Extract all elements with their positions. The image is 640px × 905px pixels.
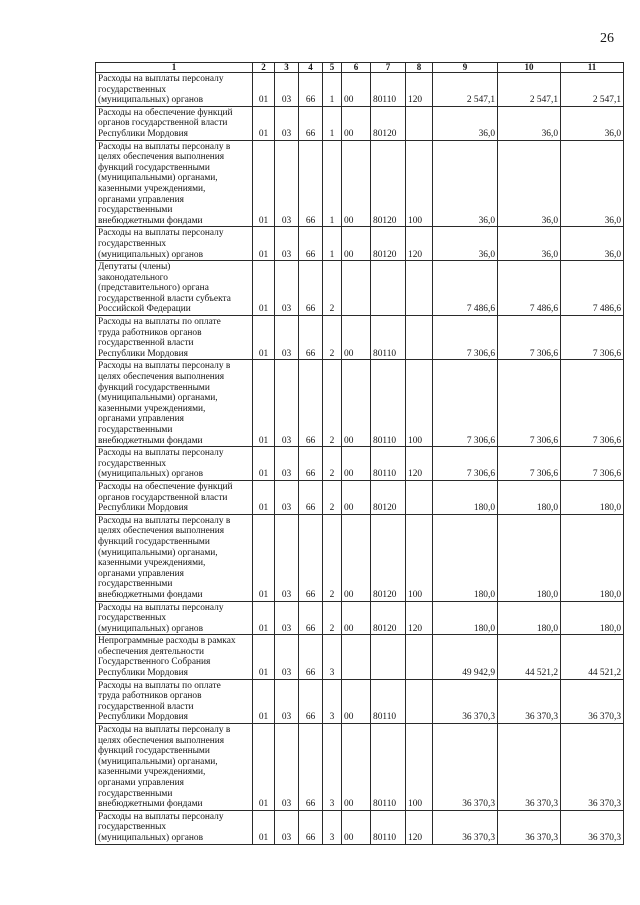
table-row <box>96 316 624 360</box>
amount-cell-col-11: 7 486,6 <box>561 261 624 316</box>
amount-cell-col-10: 180,0 <box>498 480 561 514</box>
program-code-cell: 66 <box>299 140 323 227</box>
expense-direction-code-cell: 80110 <box>371 724 406 811</box>
description-line: Республики Мордовия <box>98 128 188 139</box>
subsection-code-cell: 03 <box>275 514 299 601</box>
page-number: 26 <box>600 31 614 46</box>
amount-cell-col-9: 7 306,6 <box>433 360 498 447</box>
description-line: государственной власти субъекта <box>98 293 231 304</box>
expense-type-code-cell: 100 <box>406 724 433 811</box>
subsection-code-cell: 03 <box>275 679 299 723</box>
section-code-cell: 01 <box>253 316 275 360</box>
subsection-code-cell: 03 <box>275 261 299 316</box>
subprogram-code-cell: 2 <box>323 480 342 514</box>
subsection-code-cell: 03 <box>275 360 299 447</box>
table-body <box>96 73 624 845</box>
table-row <box>96 514 624 601</box>
description-line: органами управления <box>98 414 184 425</box>
program-code-cell: 66 <box>299 514 323 601</box>
table-row <box>96 140 624 227</box>
description-line: Расходы на выплаты персоналу <box>98 74 224 84</box>
description-line: Непрограммные расходы в рамках <box>98 636 236 647</box>
subprogram-code-cell: 3 <box>323 810 342 844</box>
description-line: Российской Федерации <box>98 304 191 315</box>
expense-type-code-cell: 120 <box>406 227 433 261</box>
expense-type-code-cell: 120 <box>406 73 433 107</box>
description-line: (муниципальных) органов <box>98 623 204 634</box>
section-code-cell: 01 <box>253 635 275 679</box>
subsection-code-cell: 03 <box>275 480 299 514</box>
description-line: целях обеспечения выполнения <box>98 526 225 537</box>
expense-direction-code-cell: 80110 <box>371 679 406 723</box>
section-code-cell: 01 <box>253 360 275 447</box>
event-code-cell <box>342 635 371 679</box>
subprogram-code-cell: 3 <box>323 635 342 679</box>
amount-cell-col-9: 180,0 <box>433 514 498 601</box>
amount-cell-col-11: 180,0 <box>561 514 624 601</box>
amount-cell-col-11: 2 547,1 <box>561 73 624 107</box>
description-line: органами управления <box>98 778 184 788</box>
program-code-cell: 66 <box>299 261 323 316</box>
description-line: функций государственными <box>98 536 210 547</box>
description-line: (муниципальными) органами, <box>98 173 218 184</box>
description-line: государственных <box>98 458 167 469</box>
amount-cell-col-11: 36,0 <box>561 106 624 140</box>
subprogram-code-cell: 2 <box>323 447 342 481</box>
description-line: органов государственной власти <box>98 118 228 129</box>
subprogram-code-cell: 2 <box>323 316 342 360</box>
amount-cell-col-9: 7 306,6 <box>433 316 498 360</box>
description-line: (муниципальных) органов <box>98 469 204 480</box>
table-row <box>96 810 624 844</box>
description-line: внебюджетными фондами <box>98 435 203 446</box>
description-line: государственными <box>98 579 173 590</box>
table-row <box>96 106 624 140</box>
description-line: Расходы на выплаты персоналу <box>98 811 224 822</box>
header-cell-col-8: 8 <box>406 63 433 73</box>
amount-cell-col-9: 36,0 <box>433 227 498 261</box>
amount-cell-col-11: 7 306,6 <box>561 316 624 360</box>
expense-type-code-cell: 120 <box>406 601 433 635</box>
description-line: функций государственными <box>98 162 210 173</box>
program-code-cell: 66 <box>299 73 323 107</box>
table-row <box>96 724 624 811</box>
expense-direction-code-cell: 80120 <box>371 514 406 601</box>
event-code-cell <box>342 261 371 316</box>
description-line: обеспечения деятельности <box>98 646 205 657</box>
header-cell-col-1: 1 <box>96 63 253 73</box>
amount-cell-col-9: 36 370,3 <box>433 810 498 844</box>
section-code-cell: 01 <box>253 480 275 514</box>
description-cell <box>96 447 253 481</box>
program-code-cell: 66 <box>299 724 323 811</box>
description-line: (представительного) органа <box>98 283 209 294</box>
description-line: целях обеспечения выполнения <box>98 152 225 163</box>
description-cell <box>96 724 253 811</box>
description-cell <box>96 810 253 844</box>
header-cell-col-6: 6 <box>342 63 371 73</box>
description-line: Государственного Собрания <box>98 657 211 668</box>
description-line: органами управления <box>98 194 184 205</box>
description-line: труда работников органов <box>98 327 202 338</box>
expense-type-code-cell: 120 <box>406 810 433 844</box>
subsection-code-cell: 03 <box>275 106 299 140</box>
amount-cell-col-11: 44 521,2 <box>561 635 624 679</box>
description-line: государственными <box>98 205 173 216</box>
description-line: казенными учреждениями, <box>98 183 206 194</box>
description-line: Расходы на выплаты персоналу в <box>98 361 231 372</box>
table-row <box>96 227 624 261</box>
description-line: внебюджетными фондами <box>98 799 203 810</box>
description-line: государственными <box>98 788 173 799</box>
description-cell <box>96 480 253 514</box>
description-line: (муниципальными) органами, <box>98 393 218 404</box>
table-row <box>96 601 624 635</box>
description-line: внебюджетными фондами <box>98 589 203 600</box>
amount-cell-col-11: 36,0 <box>561 227 624 261</box>
amount-cell-col-9: 2 547,1 <box>433 73 498 107</box>
subsection-code-cell: 03 <box>275 227 299 261</box>
amount-cell-col-9: 7 486,6 <box>433 261 498 316</box>
amount-cell-col-10: 7 306,6 <box>498 447 561 481</box>
table-row <box>96 360 624 447</box>
table-row <box>96 635 624 679</box>
amount-cell-col-10: 36 370,3 <box>498 679 561 723</box>
expense-type-code-cell: 100 <box>406 140 433 227</box>
section-code-cell: 01 <box>253 106 275 140</box>
table-row <box>96 73 624 107</box>
section-code-cell: 01 <box>253 810 275 844</box>
description-cell <box>96 140 253 227</box>
description-line: функций государственными <box>98 382 210 393</box>
description-line: целях обеспечения выполнения <box>98 372 225 383</box>
expense-direction-code-cell: 80110 <box>371 316 406 360</box>
expense-direction-code-cell: 80120 <box>371 601 406 635</box>
amount-cell-col-9: 180,0 <box>433 480 498 514</box>
subprogram-code-cell: 1 <box>323 140 342 227</box>
description-line: органами управления <box>98 568 184 579</box>
description-line: Расходы на обеспечение функций <box>98 107 233 118</box>
amount-cell-col-10: 36,0 <box>498 227 561 261</box>
description-line: (муниципальных) органов <box>98 249 204 260</box>
subprogram-code-cell: 1 <box>323 227 342 261</box>
section-code-cell: 01 <box>253 514 275 601</box>
amount-cell-col-11: 7 306,6 <box>561 447 624 481</box>
description-line: казенными учреждениями, <box>98 767 206 778</box>
subprogram-code-cell: 3 <box>323 679 342 723</box>
amount-cell-col-10: 7 306,6 <box>498 316 561 360</box>
amount-cell-col-11: 180,0 <box>561 480 624 514</box>
description-cell <box>96 360 253 447</box>
subprogram-code-cell: 3 <box>323 724 342 811</box>
amount-cell-col-10: 180,0 <box>498 601 561 635</box>
subsection-code-cell: 03 <box>275 635 299 679</box>
program-code-cell: 66 <box>299 106 323 140</box>
amount-cell-col-9: 49 942,9 <box>433 635 498 679</box>
description-line: казенными учреждениями, <box>98 558 206 569</box>
amount-cell-col-10: 36 370,3 <box>498 810 561 844</box>
table-row <box>96 261 624 316</box>
subprogram-code-cell: 2 <box>323 261 342 316</box>
description-line: Расходы на выплаты персоналу <box>98 448 224 459</box>
description-line: Расходы на выплаты персоналу в <box>98 141 231 152</box>
description-line: Расходы на выплаты персоналу в <box>98 725 231 736</box>
amount-cell-col-10: 36,0 <box>498 106 561 140</box>
description-cell <box>96 601 253 635</box>
header-cell-col-2: 2 <box>253 63 275 73</box>
amount-cell-col-10: 36 370,3 <box>498 724 561 811</box>
subprogram-code-cell: 2 <box>323 514 342 601</box>
description-line: Республики Мордовия <box>98 503 188 514</box>
program-code-cell: 66 <box>299 360 323 447</box>
amount-cell-col-9: 36,0 <box>433 106 498 140</box>
budget-table <box>95 62 624 845</box>
header-cell-col-7: 7 <box>371 63 406 73</box>
amount-cell-col-10: 36,0 <box>498 140 561 227</box>
description-cell <box>96 227 253 261</box>
event-code-cell: 00 <box>342 514 371 601</box>
description-line: (муниципальными) органами, <box>98 547 218 558</box>
description-line: органов государственной власти <box>98 492 228 503</box>
header-cell-col-5: 5 <box>323 63 342 73</box>
description-line: казенными учреждениями, <box>98 403 206 414</box>
program-code-cell: 66 <box>299 810 323 844</box>
section-code-cell: 01 <box>253 227 275 261</box>
subsection-code-cell: 03 <box>275 316 299 360</box>
description-cell <box>96 635 253 679</box>
description-line: Расходы на обеспечение функций <box>98 481 233 492</box>
subprogram-code-cell: 1 <box>323 73 342 107</box>
amount-cell-col-11: 7 306,6 <box>561 360 624 447</box>
expense-type-code-cell <box>406 679 433 723</box>
description-line: Расходы на выплаты персоналу <box>98 228 224 239</box>
program-code-cell: 66 <box>299 447 323 481</box>
description-cell <box>96 316 253 360</box>
header-cell-col-3: 3 <box>275 63 299 73</box>
expense-direction-code-cell: 80120 <box>371 106 406 140</box>
amount-cell-col-9: 36 370,3 <box>433 679 498 723</box>
event-code-cell: 00 <box>342 73 371 107</box>
description-line: Расходы на выплаты персоналу <box>98 602 224 613</box>
expense-direction-code-cell <box>371 635 406 679</box>
expense-type-code-cell: 100 <box>406 514 433 601</box>
program-code-cell: 66 <box>299 316 323 360</box>
amount-cell-col-11: 36 370,3 <box>561 810 624 844</box>
description-line: государственных <box>98 84 167 95</box>
program-code-cell: 66 <box>299 227 323 261</box>
table-row <box>96 679 624 723</box>
description-line: государственной власти <box>98 701 194 712</box>
description-line: внебюджетными фондами <box>98 215 203 226</box>
description-line: государственных <box>98 613 167 624</box>
description-line: государственными <box>98 425 173 435</box>
event-code-cell: 00 <box>342 140 371 227</box>
expense-direction-code-cell: 80110 <box>371 810 406 844</box>
amount-cell-col-11: 36 370,3 <box>561 679 624 723</box>
section-code-cell: 01 <box>253 601 275 635</box>
amount-cell-col-10: 44 521,2 <box>498 635 561 679</box>
expense-type-code-cell: 120 <box>406 447 433 481</box>
description-line: Расходы на выплаты по оплате <box>98 317 221 328</box>
subsection-code-cell: 03 <box>275 140 299 227</box>
header-cell-col-9: 9 <box>433 63 498 73</box>
description-cell <box>96 679 253 723</box>
header-cell-col-10: 10 <box>498 63 561 73</box>
section-code-cell: 01 <box>253 73 275 107</box>
description-line: Республики Мордовия <box>98 668 188 679</box>
expense-type-code-cell <box>406 106 433 140</box>
event-code-cell: 00 <box>342 106 371 140</box>
amount-cell-col-11: 36,0 <box>561 140 624 227</box>
amount-cell-col-10: 2 547,1 <box>498 73 561 107</box>
description-cell <box>96 514 253 601</box>
expense-type-code-cell <box>406 316 433 360</box>
description-line: (муниципальных) органов <box>98 832 204 843</box>
amount-cell-col-10: 7 306,6 <box>498 360 561 447</box>
expense-direction-code-cell: 80120 <box>371 480 406 514</box>
event-code-cell: 00 <box>342 447 371 481</box>
expense-direction-code-cell: 80110 <box>371 447 406 481</box>
description-line: Расходы на выплаты персоналу в <box>98 515 231 526</box>
expense-type-code-cell <box>406 261 433 316</box>
expense-direction-code-cell: 80120 <box>371 140 406 227</box>
program-code-cell: 66 <box>299 480 323 514</box>
description-line: (муниципальных) органов <box>98 95 204 106</box>
section-code-cell: 01 <box>253 679 275 723</box>
subprogram-code-cell: 2 <box>323 360 342 447</box>
expense-direction-code-cell: 80110 <box>371 360 406 447</box>
description-line: Депутаты (члены) <box>98 262 171 273</box>
program-code-cell: 66 <box>299 601 323 635</box>
section-code-cell: 01 <box>253 724 275 811</box>
program-code-cell: 66 <box>299 635 323 679</box>
section-code-cell: 01 <box>253 261 275 316</box>
description-line: государственных <box>98 238 167 249</box>
header-cell-col-11: 11 <box>561 63 624 73</box>
event-code-cell: 00 <box>342 724 371 811</box>
description-cell <box>96 106 253 140</box>
description-line: Республики Мордовия <box>98 348 188 359</box>
section-code-cell: 01 <box>253 447 275 481</box>
amount-cell-col-11: 36 370,3 <box>561 724 624 811</box>
amount-cell-col-9: 36 370,3 <box>433 724 498 811</box>
amount-cell-col-10: 180,0 <box>498 514 561 601</box>
description-line: целях обеспечения выполнения <box>98 735 225 746</box>
amount-cell-col-9: 36,0 <box>433 140 498 227</box>
expense-direction-code-cell: 80110 <box>371 73 406 107</box>
expense-type-code-cell <box>406 480 433 514</box>
expense-direction-code-cell: 80120 <box>371 227 406 261</box>
description-line: государственной власти <box>98 338 194 349</box>
table-row <box>96 480 624 514</box>
section-code-cell: 01 <box>253 140 275 227</box>
description-line: труда работников органов <box>98 691 202 702</box>
subsection-code-cell: 03 <box>275 724 299 811</box>
subsection-code-cell: 03 <box>275 810 299 844</box>
event-code-cell: 00 <box>342 480 371 514</box>
amount-cell-col-10: 7 486,6 <box>498 261 561 316</box>
program-code-cell: 66 <box>299 679 323 723</box>
description-cell <box>96 73 253 107</box>
subsection-code-cell: 03 <box>275 73 299 107</box>
subprogram-code-cell: 2 <box>323 601 342 635</box>
table-row <box>96 447 624 481</box>
expense-direction-code-cell <box>371 261 406 316</box>
description-line: государственных <box>98 822 167 833</box>
event-code-cell: 00 <box>342 810 371 844</box>
subsection-code-cell: 03 <box>275 447 299 481</box>
description-line: функций государственными <box>98 746 210 757</box>
expense-type-code-cell: 100 <box>406 360 433 447</box>
event-code-cell: 00 <box>342 227 371 261</box>
header-cell-col-4: 4 <box>299 63 323 73</box>
description-line: (муниципальными) органами, <box>98 756 218 767</box>
description-line: Республики Мордовия <box>98 712 188 723</box>
amount-cell-col-9: 7 306,6 <box>433 447 498 481</box>
table-header-row <box>96 63 624 73</box>
event-code-cell: 00 <box>342 601 371 635</box>
subsection-code-cell: 03 <box>275 601 299 635</box>
expense-type-code-cell <box>406 635 433 679</box>
description-cell <box>96 261 253 316</box>
subprogram-code-cell: 1 <box>323 106 342 140</box>
description-line: Расходы на выплаты по оплате <box>98 680 221 691</box>
event-code-cell: 00 <box>342 360 371 447</box>
event-code-cell: 00 <box>342 316 371 360</box>
amount-cell-col-11: 180,0 <box>561 601 624 635</box>
amount-cell-col-9: 180,0 <box>433 601 498 635</box>
description-line: законодательного <box>98 272 168 283</box>
event-code-cell: 00 <box>342 679 371 723</box>
